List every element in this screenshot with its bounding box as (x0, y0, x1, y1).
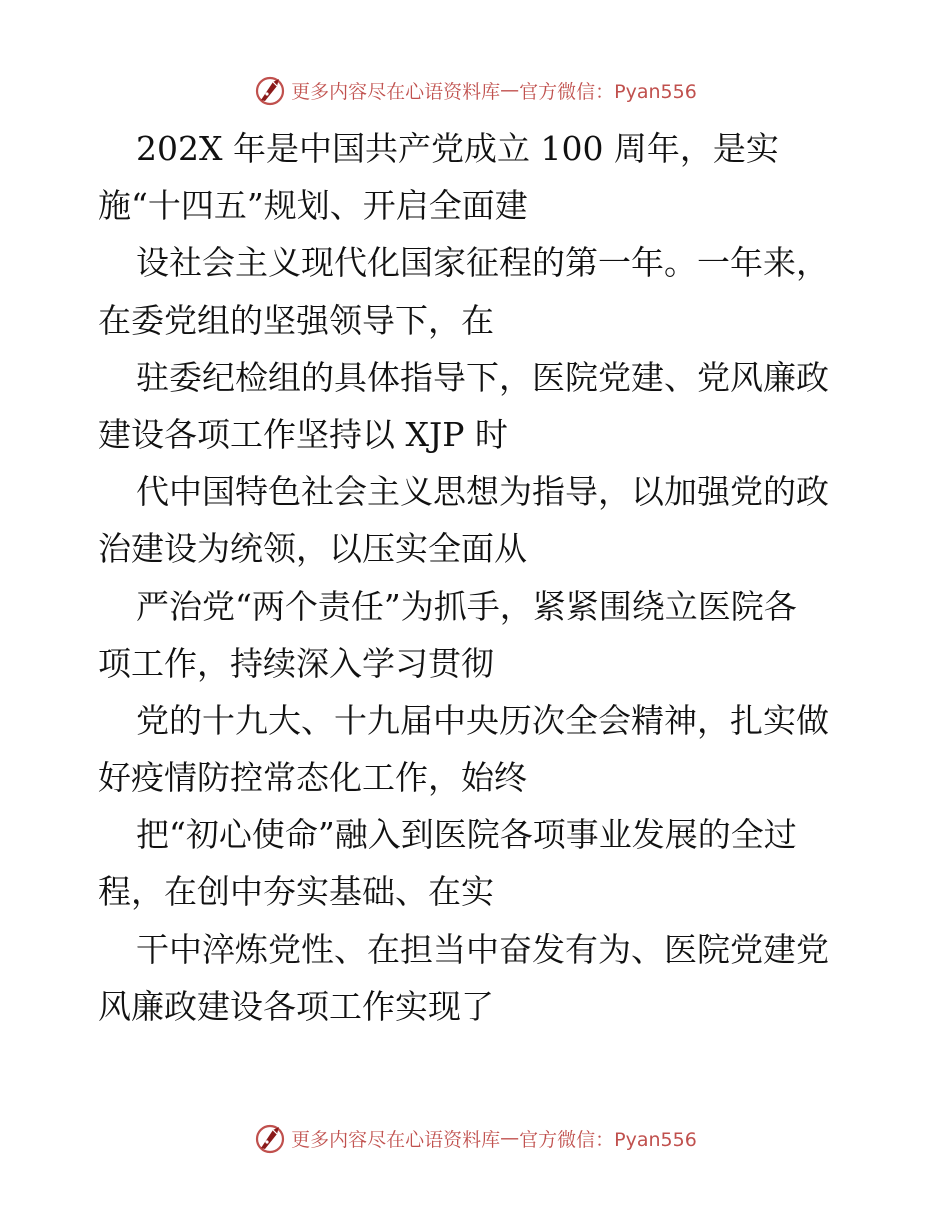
watermark-brand: 更多内容尽在心语资料库 (291, 1128, 501, 1151)
watermark-brand: 更多内容尽在心语资料库 (291, 80, 501, 103)
pen-nib-logo-icon (253, 1121, 287, 1155)
body-text-line: 把“初心使命”融入到医院各项事业发展的全过 (136, 815, 797, 855)
body-text-line: 好疫情防控常态化工作，始终 (98, 758, 527, 798)
watermark-dash: — (500, 1127, 520, 1149)
body-text-line: 在委党组的坚强领导下，在 (98, 300, 494, 340)
body-text-line: 严治党“两个责任”为抓手，紧紧围绕立医院各 (136, 586, 797, 626)
body-text-line: 代中国特色社会主义思想为指导，以加强党的政 (136, 472, 829, 512)
body-text-line: 设社会主义现代化国家征程的第一年。一年来， (136, 243, 829, 283)
header-watermark (0, 70, 950, 110)
footer-watermark (0, 1118, 950, 1158)
watermark-official: 官方微信：Pyan556 (519, 1128, 697, 1151)
body-text-line: 202X 年是中国共产党成立 100 周年，是实 (136, 129, 779, 168)
body-text-line: 项工作，持续深入学习贯彻 (98, 643, 494, 683)
body-text-line: 干中淬炼党性、在担当中奋发有为、医院党建党 (136, 929, 829, 969)
body-text-line: 风廉政建设各项工作实现了 (98, 986, 494, 1026)
body-text-line: 党的十九大、十九届中央历次全会精神，扎实做 (136, 700, 829, 740)
body-text-line: 施“十四五”规划、开启全面建 (98, 186, 528, 226)
body-text-line: 程，在创中夯实基础、在实 (98, 872, 494, 912)
body-text-line: 治建设为统领，以压实全面从 (98, 529, 527, 569)
pen-nib-logo-icon (253, 73, 287, 107)
document-body (98, 120, 858, 1035)
body-text-line: 建设各项工作坚持以 XJP 时 (98, 414, 508, 454)
watermark-dash: — (500, 79, 520, 101)
body-text-line: 驻委纪检组的具体指导下，医院党建、党风廉政 (136, 357, 829, 397)
watermark-official: 官方微信：Pyan556 (519, 80, 697, 103)
